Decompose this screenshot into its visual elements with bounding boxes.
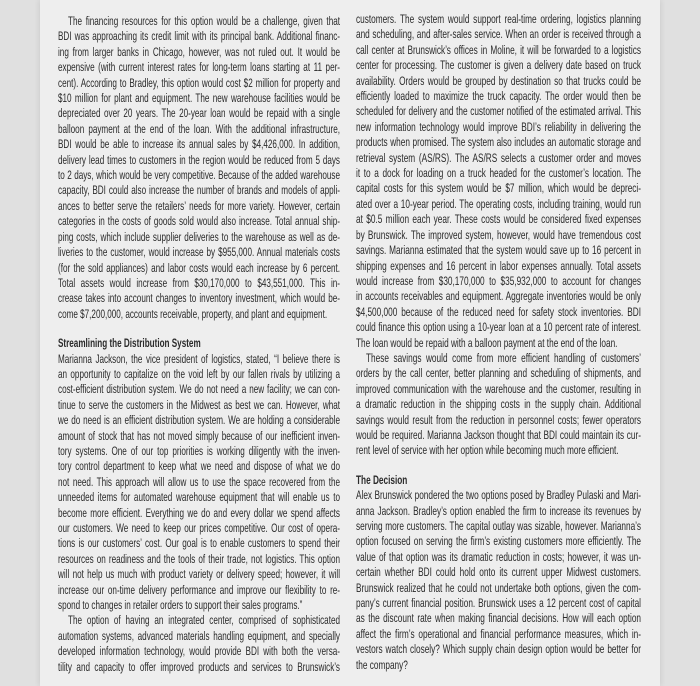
paragraph-financing [58,14,340,322]
text-line: call center at Brunswick’s offices in Moline, it will be forwarded to a logistics [356,42,641,57]
text-line: Alex Brunswick pondered the two options posed by Bradley Pulaski and Mari- [356,488,641,503]
text-line: BDI would be able to increase its annual sales by $4,426,000. In addition, [58,137,340,152]
text-line: anna Jackson. Bradley’s option enabled the firm to increase its revenues by [356,503,641,518]
text-line: The option of having an integrated center, comprised of sophisticated [67,613,341,628]
text-line: vestors watch closely? Which supply chain design option would be better for [356,642,641,657]
text-line: ping costs, which include supplier deliveries to the warehouse as well as de- [58,229,340,244]
section-heading-streamlining: Streamlining the Distribution System [58,336,201,351]
text-line: will not help us much with product variety or delivery speed; however, it will [58,567,340,582]
text-line: would increase from $30,170,000 to $35,932,000 to account for changes [356,273,641,288]
text-line: an opportunity to capitalize on the void left by our fallen rivals by utilizing a [58,366,340,381]
text-line: Marianna Jackson, the vice president of logistics, stated, “I believe there is [58,351,340,366]
text-line: not need. This approach will allow us to use the space recovered from the [58,474,340,489]
section-heading-decision: The Decision [356,472,408,487]
paragraph-system-description [356,12,641,351]
text-line: $4,500,000 because of the reduced need for safety stock inventories. BDI [356,304,641,319]
text-line: tory control department to keep what we need and dispose of what we do [58,459,340,474]
text-line: Brunswick realized that he could not undertake both options, given the com- [356,580,641,595]
text-line: and scheduling, and after-sales service. When an order is received through a [356,27,641,42]
text-line: crease takes into account changes to inventory investment, which would be- [58,291,340,306]
text-line: the company? [356,657,408,672]
text-line: tions is our customers’ cost. Our goal is to enable customers to spend their [58,536,340,551]
text-line: tinue to serve the customers in the Midwest as best we can. However, what [58,397,340,412]
text-line: to 2 days, which would be very competitive. Because of the added warehouse [58,168,340,183]
text-line: capacity, BDI could also increase the number of brands and models of appli- [58,183,340,198]
text-line: at $0.5 million each year. These costs would be considered fixed expenses [356,212,641,227]
text-line: automation systems, advanced materials handling equipment, and specially [58,628,340,643]
text-line: ated over a 10-year period. The operating costs, including training, would run [356,196,641,211]
text-line: increase our on-time delivery performance and improve our flexibility to re- [58,582,340,597]
text-line: tility and capacity to offer improved products and services to Brunswick’s [58,659,340,674]
left-column [58,14,344,682]
text-line: become more efficient. Everything we do and every dollar we spend affects [58,505,340,520]
text-line: balloon payment at the end of the loan. With the additional infrastructure, [58,121,340,136]
text-line: savings. Marianna estimated that the system would save up to 16 percent in [356,243,641,258]
paragraph-decision [356,488,641,673]
text-line: would be required. Marianna Jackson thought that BDI could maintain its cur- [356,427,641,442]
left-column-text [58,14,340,675]
paragraph-jackson-quote [58,352,340,614]
text-line: option focused on serving the firm’s existing customers more efficiently. The [356,534,641,549]
text-line: savings would result from the reduction in personnel costs; fewer operators [356,412,641,427]
text-line: a dramatic reduction in the shipping costs in the supply chain. Additional [356,397,641,412]
text-line: capital costs for this system would be $7 million, which would be depreci- [356,181,641,196]
text-line: rent level of service with her option while becoming much more efficient. [356,443,619,458]
text-line: resources on readiness and the tools of their trade, not logistics. This option [58,551,340,566]
right-column-text [356,12,641,673]
text-line: our customers. We need to keep our prices competitive. Our cost of opera- [58,521,340,535]
text-line: serving more customers. The capital outlay was sizable, however. Marianna’s [356,519,641,533]
text-line: availability. Orders would be grouped by destination so that trucks could be [356,73,641,88]
text-line: as the discount rate when making financial decisions. How will each option [356,611,641,626]
text-line: cost-efficient distribution system. We do not need a new facility; we can con- [58,382,340,397]
text-line: value of that option was its dramatic reduction in costs; however, it was un- [356,549,641,564]
text-line: products when promised. The system also includes an automatic storage and [356,135,641,150]
text-line: improved communication with the warehouse and the customer, resulting in [356,381,641,396]
text-line: efficiently loaded to maximize the truck capacity. The order would then be [356,89,641,104]
text-line: ances to better serve the retailers’ needs for more variety. However, certain [58,198,340,213]
text-line: spond to changes in retailer orders to support their sales programs.” [58,598,303,613]
text-line: unneeded items for automated warehouse equipment that will enable us to [58,490,340,505]
text-line: orders by the call center, better planning and scheduling of shipments, and [356,366,641,381]
text-line: (for the sold appliances) and labor costs would each increase by 6 percent. [58,260,340,275]
text-line: pany’s current financial position. Brunswick uses a 12 percent cost of capital [356,596,641,611]
text-line: we do need is an efficient distribution system. We are holding a considerable [58,413,340,428]
text-line: developed information technology, would provide BDI with both the versa- [58,644,340,659]
text-line: expensive (with current interest rates for long-term loans starting at 11 per- [58,60,340,75]
text-line: amount of stock that has not moved simply because of our inefficient inven- [58,428,340,443]
text-line: could finance this option using a 10-year loan at a 10 percent rate of interest. [356,320,641,335]
text-line: These savings would come from more efficient handling of customers’ [365,350,641,365]
text-line: ing from larger banks in Chicago, however, was not ruled out. It would be [58,44,340,59]
text-line: new information technology would improve BDI’s reliability in delivering the [356,119,641,134]
text-line: BDI was approaching its credit limit with its principal bank. Additional financ- [58,29,340,44]
text-line: tory systems. One of our top priorities is working diligently with the inven- [58,443,340,458]
text-line: categories in the costs of goods sold would also increase. Total annual ship- [58,214,340,229]
text-line: $10 million for plant and equipment. The new warehouse facilities would be [58,91,340,106]
text-line: in accounts receivables and equipment. Aggregate inventories would be only [356,289,641,304]
text-line: come $7,200,000, accounts receivable, property, and plant and equipment. [58,306,328,321]
text-line: scheduled for delivery and the customer notified of the estimated arrival. This [356,104,641,119]
text-line: customers. The system would support real-time ordering, logistics planning [356,12,641,26]
text-line: certain whether BDI could hold onto its current upper Midwest customers. [356,565,641,580]
text-line: delivery lead times to customers in the region would be reduced from 5 days [58,152,340,167]
text-line: center for processing. The customer is given a delivery date based on truck [356,58,641,73]
text-line: cent). According to Bradley, this option would cost $2 million for property and [58,75,340,90]
text-line: by Brunswick. The improved system, however, would have tremendous cost [356,227,641,242]
right-column [356,12,645,680]
paragraph-savings [356,351,641,459]
paragraph-integrated-center [58,613,340,675]
text-line: affect the firm’s operational and financial performance measures, which in- [356,626,641,641]
text-line: Total assets would increase from $30,170,000 to $43,551,000. This in- [58,275,340,290]
text-line: The financing resources for this option would be a challenge, given that [67,14,341,28]
text-line: liveries to the customer, would increase by $955,000. Annual materials costs [58,245,340,260]
text-line: it to a dock for loading on a truck headed for the customer’s location. The [356,166,641,181]
text-line: depreciated over 20 years. The 20-year loan would be repaid with a single [58,106,340,121]
text-line: retrieval system (AS/RS). The AS/RS selects a customer order and moves [356,150,641,165]
text-line: shipping expenses and 16 percent in labor expenses annually. Total assets [356,258,641,273]
text-line: The loan would be repaid with a balloon payment at the end of the loan. [356,335,618,350]
